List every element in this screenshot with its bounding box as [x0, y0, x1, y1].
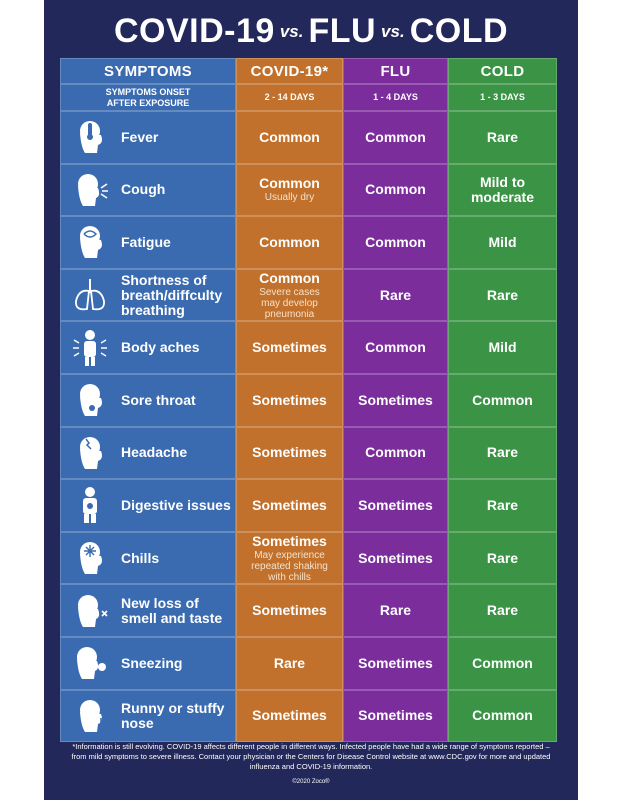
covid-cell	[236, 374, 343, 427]
cold-cell	[448, 269, 557, 322]
cold-value: Rare	[486, 444, 519, 461]
cold-value: Common	[472, 391, 533, 408]
covid-cell	[236, 584, 343, 637]
covid-cell	[236, 111, 343, 164]
symptom-label: Chills	[121, 549, 160, 566]
covid-cell	[236, 321, 343, 374]
covid-cell	[236, 532, 343, 585]
digestive-icon	[71, 485, 109, 525]
cold-cell	[448, 427, 557, 480]
covid-value: Sometimes	[252, 496, 327, 513]
sneezing-icon	[71, 643, 109, 683]
fatigue-icon	[71, 222, 109, 262]
flu-value: Common	[365, 233, 426, 250]
runny-nose-icon	[71, 696, 109, 736]
covid-value: Sometimes	[252, 391, 327, 408]
cold-cell	[448, 637, 557, 690]
symptom-label: Shortness of breath/diffculty breathing	[121, 271, 223, 318]
symptom-cell	[60, 637, 236, 690]
cold-cell	[448, 584, 557, 637]
flu-value: Common	[365, 444, 426, 461]
symptom-label: Headache	[121, 444, 188, 461]
sore-throat-icon	[71, 380, 109, 420]
cold-value: Mild to moderate	[470, 173, 535, 205]
covid-value: Common	[259, 175, 320, 192]
symptom-label: Sneezing	[121, 654, 183, 671]
cold-value: Rare	[486, 602, 519, 619]
covid-value: Common	[259, 128, 320, 145]
flu-value: Sometimes	[358, 654, 433, 671]
symptom-cell	[60, 374, 236, 427]
title-cold: COLD	[409, 12, 509, 50]
symptom-label: Fatigue	[121, 233, 171, 250]
cold-value: Mild	[488, 233, 517, 250]
cold-value: Rare	[486, 286, 519, 303]
title-vs-2: vs.	[381, 21, 405, 41]
cold-value: Rare	[486, 549, 519, 566]
covid-note: May experience repeated shaking with chills	[251, 549, 328, 583]
cold-cell	[448, 321, 557, 374]
flu-value: Sometimes	[358, 496, 433, 513]
covid-cell	[236, 164, 343, 217]
cold-cell	[448, 111, 557, 164]
symptom-cell	[60, 427, 236, 480]
symptom-cell	[60, 690, 236, 743]
flu-cell	[343, 216, 448, 269]
loss-of-smell-icon	[71, 591, 109, 631]
cough-icon	[71, 170, 109, 210]
title-covid: COVID-19	[113, 12, 275, 50]
symptom-cell	[60, 532, 236, 585]
cold-value: Rare	[486, 496, 519, 513]
cold-value: Mild	[488, 339, 517, 356]
flu-cell	[343, 584, 448, 637]
symptom-cell	[60, 216, 236, 269]
header-cold: COLD	[448, 58, 557, 84]
flu-value: Rare	[379, 286, 412, 303]
copyright: ©2020 Zoco®	[292, 779, 330, 785]
headache-icon	[71, 433, 109, 473]
symptom-label: Body aches	[121, 339, 200, 356]
covid-note: Usually dry	[264, 192, 315, 204]
symptom-cell	[60, 584, 236, 637]
onset-flu: 1 - 4 DAYS	[343, 84, 448, 111]
title-vs-1: vs.	[279, 21, 304, 41]
footer	[66, 742, 556, 787]
flu-value: Common	[365, 181, 426, 198]
covid-value: Rare	[273, 654, 306, 671]
poster	[44, 0, 578, 800]
fever-thermometer-icon	[71, 117, 109, 157]
cold-value: Common	[472, 707, 533, 724]
cold-cell	[448, 216, 557, 269]
chills-snowflake-icon	[71, 538, 109, 578]
cold-cell	[448, 532, 557, 585]
symptom-label: Cough	[121, 181, 166, 198]
flu-value: Common	[365, 128, 426, 145]
flu-value: Sometimes	[358, 549, 433, 566]
cold-cell	[448, 479, 557, 532]
footer-note: *Information is still evolving. COVID-19 affects different people in different ways. Infected people have had a wide range of symptoms reported – from mild symptoms to severe illness. Contact your physician or the Centers for Disease Control website at www.CDC.gov for more and updated influenza and COVID-19 information.	[71, 742, 551, 771]
cold-value: Rare	[486, 128, 519, 145]
covid-value: Sometimes	[252, 602, 327, 619]
flu-cell	[343, 164, 448, 217]
flu-cell	[343, 374, 448, 427]
header-symptoms: SYMPTOMS	[60, 58, 236, 84]
covid-cell	[236, 427, 343, 480]
flu-cell	[343, 479, 448, 532]
symptom-label: New loss of smell and taste	[121, 594, 223, 626]
flu-cell	[343, 427, 448, 480]
flu-cell	[343, 269, 448, 322]
covid-value: Common	[259, 269, 320, 286]
flu-value: Rare	[379, 602, 412, 619]
flu-value: Common	[365, 339, 426, 356]
symptom-cell	[60, 269, 236, 322]
title-flu: FLU	[308, 12, 377, 50]
symptom-cell	[60, 164, 236, 217]
covid-value: Sometimes	[252, 532, 327, 549]
symptom-label: Digestive issues	[121, 496, 231, 513]
onset-covid: 2 - 14 DAYS	[236, 84, 343, 111]
covid-value: Sometimes	[252, 444, 327, 461]
header-covid: COVID-19*	[236, 58, 343, 84]
flu-cell	[343, 690, 448, 743]
body-aches-icon	[71, 328, 109, 368]
symptom-label: Fever	[121, 128, 159, 145]
cold-cell	[448, 690, 557, 743]
flu-value: Sometimes	[358, 707, 433, 724]
flu-cell	[343, 532, 448, 585]
symptom-cell	[60, 321, 236, 374]
onset-cold: 1 - 3 DAYS	[448, 84, 557, 111]
flu-cell	[343, 111, 448, 164]
symptom-label: Sore throat	[121, 391, 196, 408]
symptom-cell	[60, 111, 236, 164]
flu-value: Sometimes	[358, 391, 433, 408]
covid-cell	[236, 269, 343, 322]
cold-cell	[448, 164, 557, 217]
page-title	[44, 12, 578, 60]
symptom-cell	[60, 479, 236, 532]
covid-cell	[236, 637, 343, 690]
lungs-icon	[71, 275, 109, 315]
header-flu: FLU	[343, 58, 448, 84]
covid-cell	[236, 216, 343, 269]
flu-cell	[343, 637, 448, 690]
covid-value: Sometimes	[252, 339, 327, 356]
flu-cell	[343, 321, 448, 374]
covid-cell	[236, 690, 343, 743]
covid-cell	[236, 479, 343, 532]
symptom-label: Runny or stuffy nose	[121, 699, 225, 731]
covid-note: Severe cases may develop pneumonia	[259, 286, 320, 320]
onset-label: SYMPTOMS ONSET AFTER EXPOSURE	[60, 84, 236, 111]
covid-value: Common	[259, 233, 320, 250]
cold-value: Common	[472, 654, 533, 671]
covid-value: Sometimes	[252, 707, 327, 724]
cold-cell	[448, 374, 557, 427]
